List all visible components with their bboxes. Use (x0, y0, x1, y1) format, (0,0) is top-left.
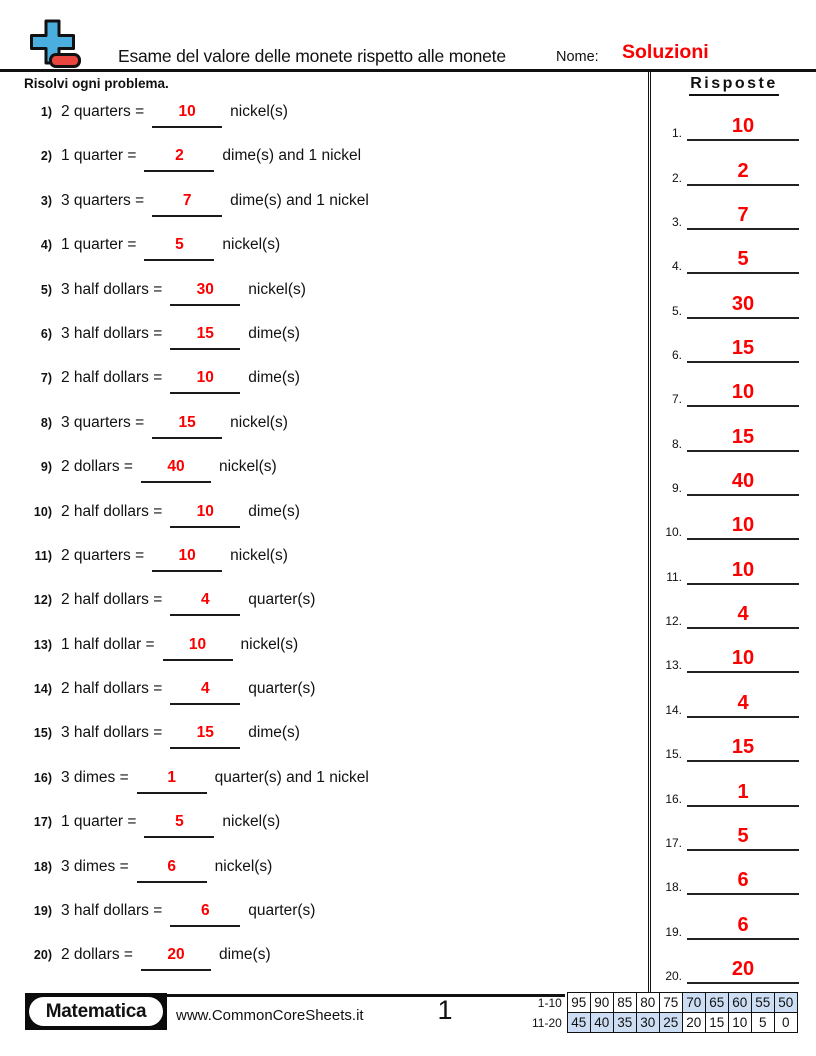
answer-number: 4. (671, 259, 682, 274)
problem-text-post: nickel(s) (214, 857, 273, 875)
problems-list (22, 88, 632, 976)
name-value-solutions: Soluzioni (622, 41, 709, 63)
answer-number: 6. (671, 348, 682, 363)
answer-value: 10 (178, 546, 196, 564)
problem-text-post: nickel(s) (222, 813, 281, 831)
problem-text-pre: 2 dollars = (61, 458, 133, 476)
score-row-1 (531, 993, 797, 1013)
answer-number: 3. (671, 215, 682, 230)
problem-text-post: dime(s) (248, 369, 300, 387)
answer-blank (170, 325, 240, 350)
problem-text-pre: 3 dimes = (61, 857, 129, 875)
problem-text-post: quarter(s) (248, 680, 316, 698)
answer-line (687, 826, 799, 851)
problem-text-post: quarter(s) and 1 nickel (214, 768, 369, 786)
answer-blank (170, 281, 240, 306)
answer-row (658, 230, 810, 274)
answers-divider-line (648, 71, 651, 994)
answer-line (687, 338, 799, 363)
problem-text-post: nickel(s) (222, 236, 281, 254)
answer-row (658, 97, 810, 141)
answer-blank (152, 414, 222, 439)
answer-number: 11. (666, 569, 682, 584)
answer-number: 17. (665, 835, 682, 850)
problem-text-post: nickel(s) (248, 280, 306, 298)
answer-list-value: 10 (731, 558, 755, 581)
answer-blank (170, 369, 240, 394)
answer-list-value: 2 (737, 159, 749, 182)
score-cell: 60 (728, 993, 751, 1013)
problem-text-pre: 2 quarters = (61, 103, 145, 120)
score-cell: 90 (590, 993, 613, 1013)
answer-list-value: 4 (737, 603, 749, 626)
answer-list-value: 15 (731, 337, 755, 360)
answer-row (658, 940, 810, 984)
answers-header: Risposte (689, 75, 779, 96)
answer-line (687, 205, 799, 230)
score-cell: 20 (682, 1013, 705, 1033)
answer-row (658, 718, 810, 762)
problem-text-post: nickel(s) (230, 546, 288, 564)
score-row-2 (531, 1013, 797, 1033)
problem-text-pre: 1 quarter = (61, 813, 137, 831)
answer-line (687, 870, 799, 895)
score-row1-label: 1-10 (537, 995, 562, 1010)
answers-column (658, 73, 810, 984)
answer-number: 14. (665, 702, 682, 717)
problem-number: 20) (33, 948, 52, 963)
score-cell: 25 (659, 1013, 682, 1033)
answer-value: 10 (188, 635, 207, 653)
score-cell: 50 (774, 993, 797, 1013)
problem-number: 18) (33, 859, 52, 874)
website-link[interactable]: www.CommonCoreSheets.it (176, 1007, 364, 1024)
problem-row (22, 931, 632, 975)
answer-value: 4 (200, 591, 210, 609)
answer-row (658, 762, 810, 806)
answer-list-value: 6 (737, 913, 749, 936)
instructions-text: Risolvi ogni problema. (24, 76, 169, 91)
minus-icon (51, 55, 80, 67)
problem-text-pre: 3 half dollars = (61, 324, 163, 342)
problem-text-pre: 1 half dollar = (61, 635, 155, 653)
score-cell: 65 (705, 993, 728, 1013)
answer-value: 20 (167, 946, 185, 964)
answer-row (658, 407, 810, 451)
problem-number: 2) (40, 149, 52, 164)
answer-list-value: 10 (731, 514, 755, 537)
problem-row (22, 665, 632, 709)
problem-text-post: dime(s) (218, 946, 271, 964)
problem-row (22, 354, 632, 398)
problem-text-post: dime(s) (248, 324, 300, 342)
answer-line (687, 294, 799, 319)
answer-line (687, 915, 799, 940)
score-row2-label: 11-20 (532, 1015, 562, 1030)
answer-list-value: 30 (731, 292, 755, 315)
answer-line (687, 604, 799, 629)
problem-row (22, 621, 632, 665)
problem-number: 8) (40, 415, 52, 430)
problem-number: 10) (33, 504, 52, 519)
answer-line (687, 648, 799, 673)
answer-number: 18. (665, 880, 682, 895)
answer-number: 5. (671, 303, 682, 318)
answer-row (658, 496, 810, 540)
answer-list-value: 1 (737, 780, 749, 803)
problem-row (22, 843, 632, 887)
answer-value: 2 (175, 147, 184, 165)
answer-line (687, 427, 799, 452)
name-label: Nome: (556, 49, 599, 65)
score-cell: 80 (636, 993, 659, 1013)
problem-row (22, 576, 632, 620)
problem-number: 13) (33, 637, 52, 652)
brand-badge-background (25, 993, 167, 1030)
answer-value: 15 (178, 413, 196, 431)
answer-value: 1 (167, 768, 176, 786)
problem-text-post: nickel(s) (230, 103, 288, 120)
score-cell: 85 (613, 993, 636, 1013)
problem-text-post: nickel(s) (240, 635, 299, 653)
problem-text-pre: 3 quarters = (61, 191, 145, 209)
problem-number: 12) (33, 593, 52, 608)
problem-row (22, 887, 632, 931)
answer-row (658, 540, 810, 584)
answer-value: 15 (196, 324, 214, 342)
answer-list-value: 5 (737, 248, 749, 271)
answer-row (658, 186, 810, 230)
answer-line (687, 560, 799, 585)
answer-blank (152, 192, 222, 217)
answer-line (687, 471, 799, 496)
answer-row (658, 319, 810, 363)
answer-row (658, 141, 810, 185)
brand-badge: Matematica (29, 997, 163, 1026)
answer-list-value: 5 (737, 824, 749, 847)
header-divider-line (0, 69, 816, 72)
score-table (531, 992, 798, 1033)
score-cell: 35 (613, 1013, 636, 1033)
problem-text-post: dime(s) (248, 724, 300, 742)
problem-text-post: quarter(s) (248, 902, 316, 920)
score-cell: 55 (751, 993, 774, 1013)
answer-value: 40 (167, 458, 185, 476)
answer-value: 10 (196, 369, 214, 387)
answer-value: 6 (167, 857, 176, 875)
answer-list-value: 7 (737, 204, 749, 227)
answer-list-value: 15 (731, 736, 755, 759)
answer-value: 4 (200, 680, 210, 698)
problem-text-post: quarter(s) (248, 591, 316, 609)
score-cell: 75 (659, 993, 682, 1013)
score-cell: 10 (728, 1013, 751, 1033)
answer-line (687, 693, 799, 718)
problem-text-post: dime(s) and 1 nickel (230, 191, 369, 209)
answer-number: 8. (671, 436, 682, 451)
answer-list-value: 20 (731, 957, 755, 980)
score-cell: 40 (590, 1013, 613, 1033)
problem-row (22, 310, 632, 354)
problem-text-pre: 2 half dollars = (61, 369, 163, 387)
problem-text-pre: 1 quarter = (61, 147, 137, 165)
answer-row (658, 274, 810, 318)
answer-row (658, 363, 810, 407)
problem-text-pre: 1 quarter = (61, 236, 137, 254)
problem-row (22, 754, 632, 798)
answer-value: 10 (178, 103, 196, 120)
page-number: 1 (437, 995, 453, 1025)
problem-number: 16) (33, 770, 52, 785)
problem-text-pre: 3 half dollars = (61, 902, 163, 920)
answer-blank (163, 636, 233, 661)
problem-text-post: dime(s) and 1 nickel (222, 147, 362, 165)
answer-blank (144, 236, 214, 261)
problem-text-post: nickel(s) (230, 413, 288, 431)
problem-text-pre: 2 dollars = (61, 946, 133, 964)
answer-blank (170, 503, 240, 528)
problem-row (22, 532, 632, 576)
answer-value: 5 (175, 236, 184, 254)
answer-row (658, 673, 810, 717)
answer-line (687, 737, 799, 762)
problem-text-pre: 2 half dollars = (61, 502, 163, 520)
answer-row (658, 629, 810, 673)
answer-list-value: 6 (737, 869, 749, 892)
answer-blank (141, 946, 211, 971)
answer-number: 12. (665, 614, 682, 629)
answer-list-value: 4 (737, 691, 749, 714)
score-cell: 5 (751, 1013, 774, 1033)
answer-blank (170, 902, 240, 927)
score-cell: 30 (636, 1013, 659, 1033)
problem-row (22, 488, 632, 532)
answer-line (687, 249, 799, 274)
answers-list (658, 97, 810, 984)
problem-number: 5) (40, 282, 52, 297)
problem-number: 3) (40, 193, 52, 208)
answer-blank (170, 724, 240, 749)
answer-row (658, 452, 810, 496)
answer-blank (170, 591, 240, 616)
problem-number: 15) (33, 726, 52, 741)
answer-value: 30 (196, 280, 214, 298)
worksheet-title: Esame del valore delle monete rispetto alle monete (118, 46, 506, 66)
answer-blank (152, 103, 222, 128)
problem-number: 7) (40, 371, 52, 386)
answer-blank (152, 547, 222, 572)
answer-line (687, 161, 799, 186)
answer-value: 15 (196, 724, 214, 742)
score-cell: 95 (567, 993, 590, 1013)
problem-row (22, 709, 632, 753)
answer-blank (144, 813, 214, 838)
answer-value: 6 (200, 902, 210, 920)
answer-line (687, 116, 799, 141)
problem-row (22, 266, 632, 310)
answer-line (687, 959, 799, 984)
answer-value: 7 (182, 191, 192, 209)
problem-text-post: nickel(s) (218, 458, 277, 476)
answer-value: 5 (175, 813, 184, 831)
answer-number: 19. (665, 924, 682, 939)
problem-number: 1) (40, 105, 52, 119)
problem-text-pre: 2 quarters = (61, 546, 145, 564)
problem-row (22, 177, 632, 221)
problem-text-pre: 3 half dollars = (61, 724, 163, 742)
problem-text-pre: 3 dimes = (61, 768, 129, 786)
problem-text-pre: 2 half dollars = (61, 591, 163, 609)
answer-blank (144, 147, 214, 172)
answer-number: 10. (665, 525, 682, 540)
score-cell: 70 (682, 993, 705, 1013)
problem-text-pre: 3 half dollars = (61, 280, 163, 298)
answer-row (658, 851, 810, 895)
answer-number: 2. (671, 170, 682, 185)
answer-value: 10 (196, 502, 214, 520)
answer-list-value: 10 (731, 381, 755, 404)
answer-list-value: 10 (731, 647, 755, 670)
answer-list-value: 40 (731, 470, 755, 493)
answer-number: 9. (671, 481, 682, 496)
answer-blank (137, 858, 207, 883)
problem-row (22, 399, 632, 443)
answer-number: 20. (665, 968, 682, 983)
answer-row (658, 895, 810, 939)
problem-text-post: dime(s) (248, 502, 300, 520)
answer-blank (170, 680, 240, 705)
problem-number: 11) (34, 548, 52, 563)
score-cell: 0 (774, 1013, 797, 1033)
answer-line (687, 515, 799, 540)
problem-row (22, 221, 632, 265)
answer-list-value: 10 (731, 115, 755, 138)
problem-row (22, 798, 632, 842)
answer-number: 16. (665, 791, 682, 806)
problem-number: 14) (33, 682, 52, 697)
problem-number: 4) (40, 238, 52, 253)
problem-text-pre: 3 quarters = (61, 413, 145, 431)
problem-row (22, 88, 632, 132)
problem-row (22, 443, 632, 487)
answer-number: 7. (671, 392, 682, 407)
problem-number: 19) (33, 904, 52, 919)
answer-number: 15. (665, 747, 682, 762)
score-cell: 15 (705, 1013, 728, 1033)
answer-blank (137, 769, 207, 794)
answer-number: 1. (671, 126, 682, 141)
problem-number: 6) (40, 326, 52, 341)
problem-number: 9) (40, 460, 52, 475)
problem-row (22, 132, 632, 176)
answer-line (687, 782, 799, 807)
answer-row (658, 585, 810, 629)
answer-line (687, 382, 799, 407)
answer-list-value: 15 (731, 425, 755, 448)
brand-logo-plus-minus-icon (24, 18, 82, 70)
problem-number: 17) (33, 815, 52, 830)
score-cell: 45 (567, 1013, 590, 1033)
problem-text-pre: 2 half dollars = (61, 680, 163, 698)
answer-row (658, 807, 810, 851)
answer-number: 13. (665, 658, 682, 673)
answer-blank (141, 458, 211, 483)
